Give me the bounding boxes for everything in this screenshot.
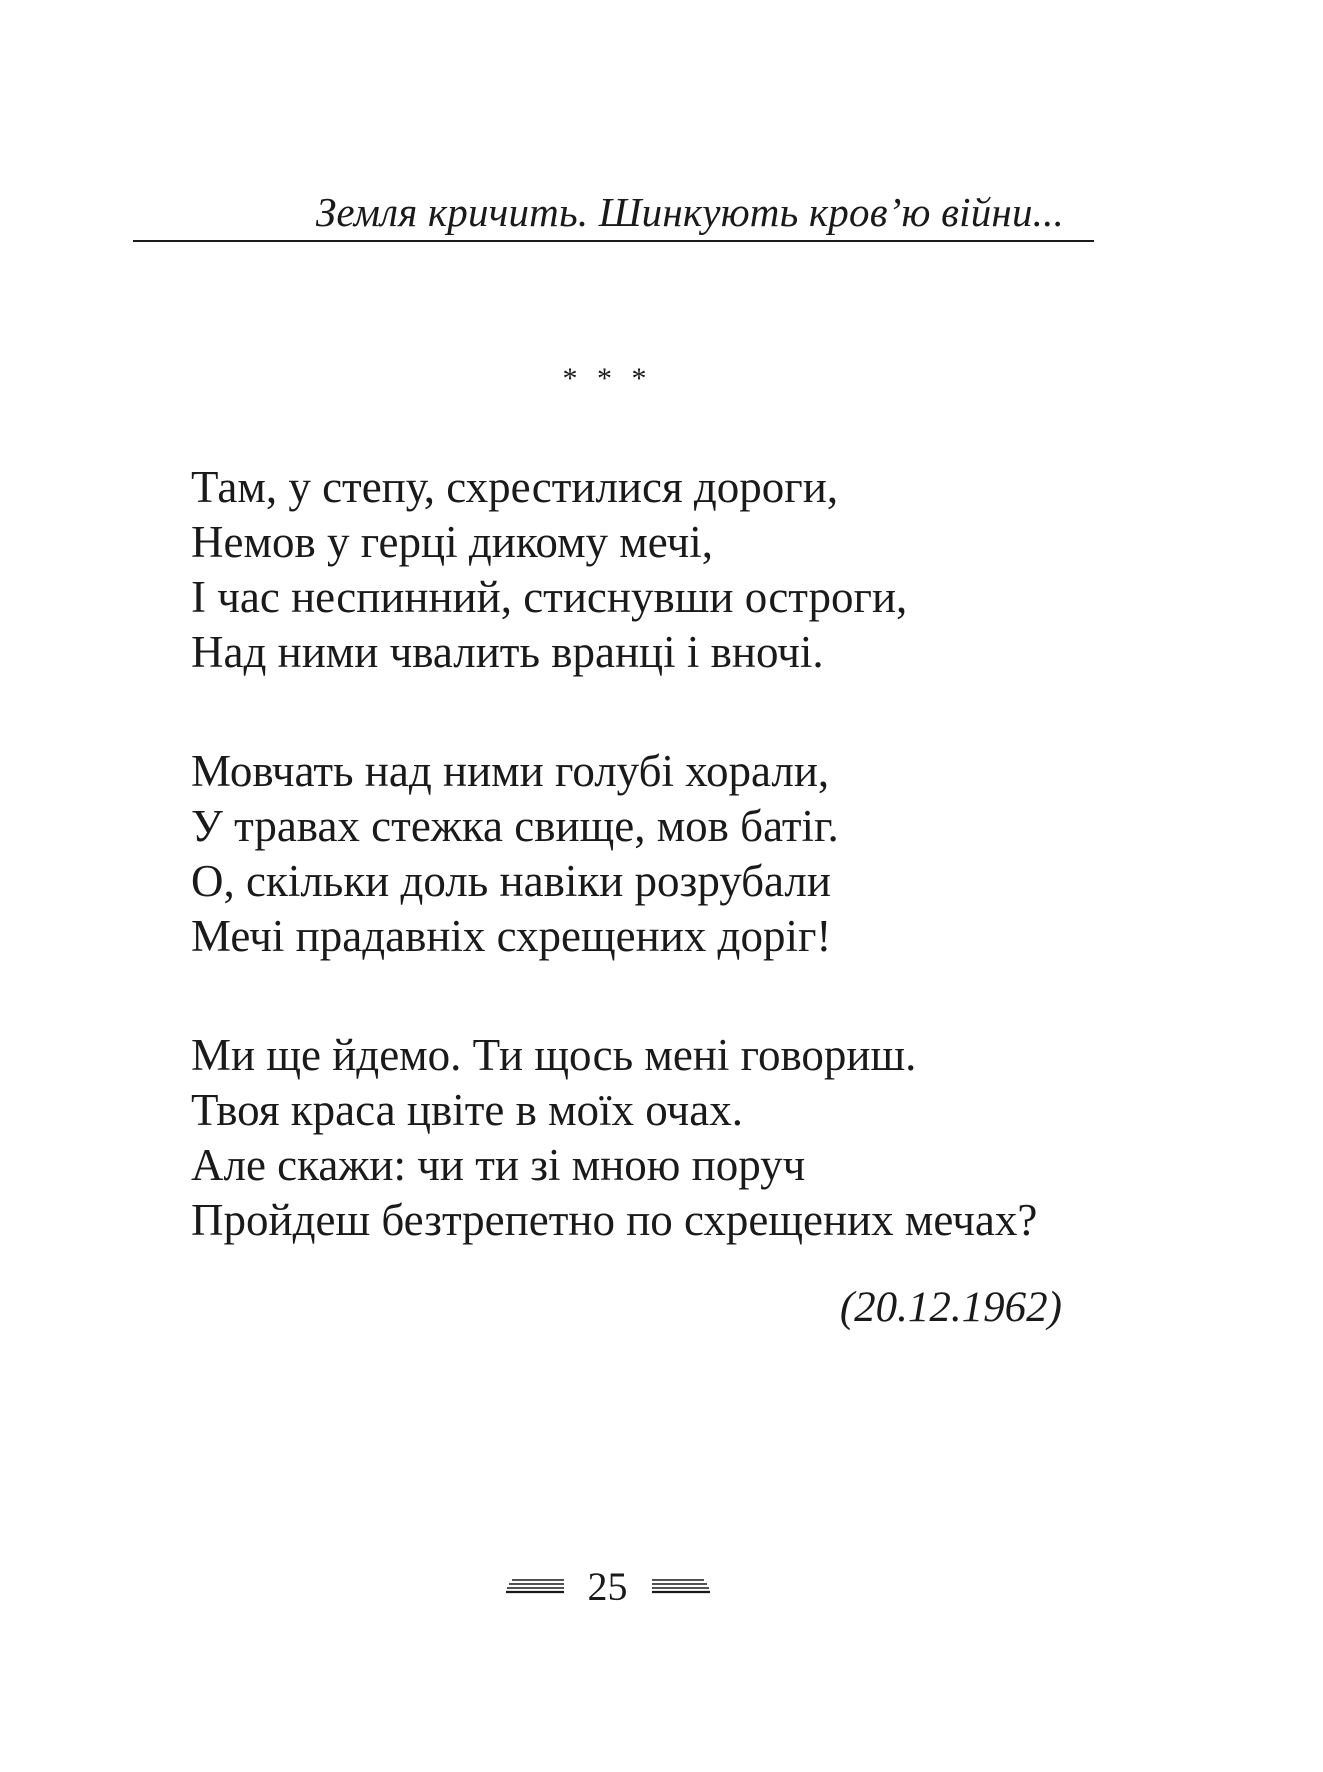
verse-line: Над ними чвалить вранці і вночі. [191, 627, 824, 677]
verse-line: У травах стежка свище, мов батіг. [191, 801, 839, 851]
page-number: 25 [587, 1564, 628, 1609]
verse-line: Немов у герці дикому мечі, [191, 517, 714, 567]
left-lines-ornament-icon [506, 1578, 566, 1596]
poem-date: (20.12.1962) [839, 1284, 1062, 1331]
running-header [133, 186, 1094, 242]
stanza [191, 744, 1037, 964]
verse-line: Пройдеш безтрепетно по схрещених мечах? [191, 1195, 1038, 1245]
running-header-title: Земля кричить. Шинкують кров’ю війни... [315, 189, 1064, 235]
verse-line: Але скажи: чи ти зі мною поруч [191, 1140, 806, 1190]
right-lines-ornament-icon [650, 1578, 710, 1596]
section-asterism: * * * [562, 362, 653, 395]
stanza [191, 460, 1037, 680]
verse-line: Ми ще йдемо. Ти щось мені говориш. [191, 1030, 917, 1080]
verse-line: Твоя краса цвіте в моїх очах. [191, 1085, 743, 1135]
stanza [191, 1028, 1037, 1248]
verse-line: О, скільки доль навіки розрубали [191, 856, 831, 906]
verse-line: І час неспинний, стиснувши остроги, [191, 572, 908, 622]
page-footer [0, 1564, 1215, 1609]
verse-line: Мовчать над ними голубі хорали, [191, 746, 830, 796]
verse-line: Мечі прадавніх схрещених доріг! [191, 911, 832, 961]
poem [191, 460, 1037, 1248]
verse-line: Там, у степу, схрестилися дороги, [191, 462, 839, 512]
